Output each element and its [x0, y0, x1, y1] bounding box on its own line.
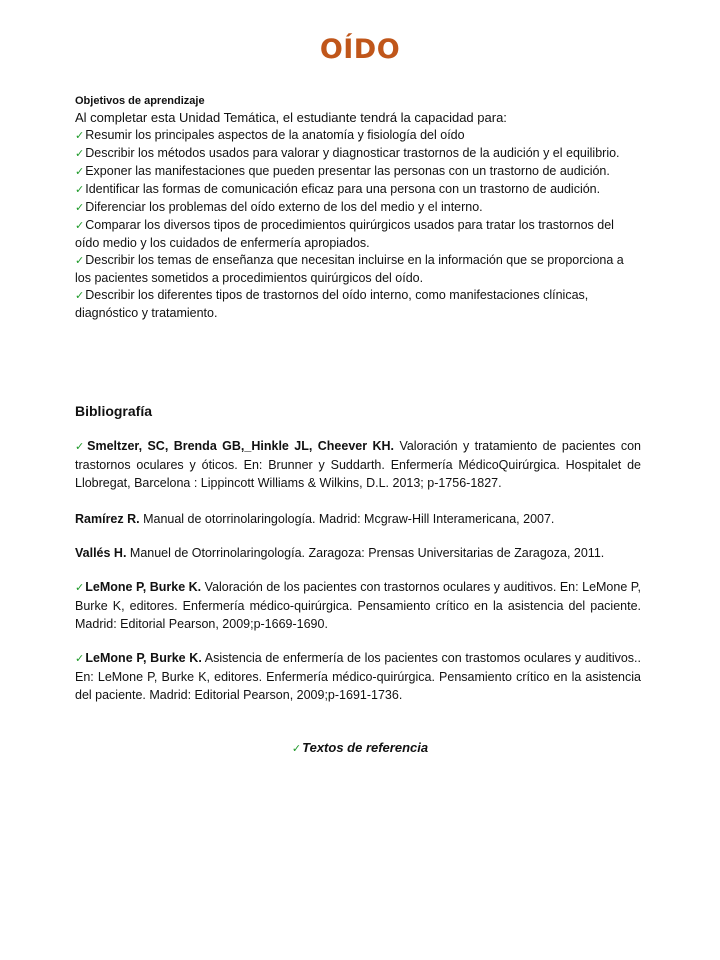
- reference-text: Manuel de Otorrinolaringología. Zaragoza: Prensas Universitarias de Zaragoza, 2011.: [126, 546, 605, 560]
- checkmark-icon: ✓: [291, 743, 302, 755]
- objective-item: ✓Diferenciar los problemas del oído externo de los del medio y el interno.: [75, 200, 483, 214]
- page-title: OÍDO: [319, 34, 401, 65]
- objectives-list: [75, 127, 635, 322]
- bibliography-entry: [75, 649, 641, 704]
- bibliography-entry: [75, 437, 641, 492]
- checkmark-icon: ✓: [75, 582, 85, 594]
- objective-item: ✓Describir los métodos usados para valorar y diagnosticar trastornos de la audición y el equilibrio.: [75, 146, 620, 160]
- reference-text: Manual de otorrinolaringología. Madrid: Mcgraw-Hill Interamericana, 2007.: [139, 512, 555, 526]
- bibliography-entry: [75, 578, 641, 633]
- reference-text: Valoración de los pacientes con trastornos oculares y auditivos. En: LeMone P, Burke K, editores. Enfermería médico-quirúrgica. Pensamiento crítico en la asistencia del paciente. Madrid: Editorial Pearson, 2009;p-1669-1690.: [75, 580, 641, 631]
- checkmark-icon: ✓: [75, 255, 85, 267]
- checkmark-icon: ✓: [75, 202, 85, 214]
- bibliography-heading: Bibliografía: [75, 403, 153, 419]
- reference-author: LeMone P, Burke K.: [85, 651, 202, 665]
- objective-item: ✓Resumir los principales aspectos de la anatomía y fisiología del oído: [75, 128, 465, 142]
- objectives-intro: Al completar esta Unidad Temática, el estudiante tendrá la capacidad para:: [75, 110, 507, 125]
- reference-text: Valoración y tratamiento de pacientes con trastornos oculares y óticos. En: Brunner y Suddarth. Enfermería MédicoQuirúrgica. Hospitalet de Llobregat, Barcelona : Lippincott Williams & Wilkins, D.L. 2013; p-1756-1827.: [75, 439, 641, 490]
- objective-item: ✓Exponer las manifestaciones que pueden presentar las personas con un trastorno de audición.: [75, 164, 610, 178]
- bibliography-entry: [75, 510, 641, 528]
- checkmark-icon: ✓: [75, 130, 85, 142]
- checkmark-icon: ✓: [75, 653, 85, 665]
- reference-author: Ramírez R.: [75, 512, 140, 526]
- reference-author: Smeltzer, SC, Brenda GB,_Hinkle JL, Cheever KH.: [87, 439, 395, 453]
- reference-text: Asistencia de enfermería de los pacientes con trastomos oculares y auditivos.. En: LeMone P, Burke K, editores. Enfermería médico-quirúrgica. Pensamiento crítico en la asistencia del paciente. Madrid: Editorial Pearson, 2009;p-1691-1736.: [75, 651, 642, 702]
- reference-author: Vallés H.: [75, 546, 127, 560]
- objective-item: ✓Identificar las formas de comunicación eficaz para una persona con un trastorno de audición.: [75, 182, 601, 196]
- objective-item: ✓Describir los diferentes tipos de trastornos del oído interno, como manifestaciones clínicas, diagnóstico y tratamiento.: [75, 288, 589, 320]
- objectives-heading: Objetivos de aprendizaje: [75, 95, 205, 107]
- checkmark-icon: ✓: [75, 441, 87, 453]
- reference-texts-label: ✓Textos de referencia: [291, 740, 429, 755]
- checkmark-icon: ✓: [75, 184, 85, 196]
- reference-author: LeMone P, Burke K.: [85, 580, 202, 594]
- bibliography-entry: [75, 544, 641, 562]
- objective-item: ✓Describir los temas de enseñanza que necesitan incluirse en la información que se proporciona a los pacientes sometidos a procedimientos quirúrgicos del oído.: [75, 253, 624, 285]
- checkmark-icon: ✓: [75, 148, 85, 160]
- objective-item: ✓Comparar los diversos tipos de procedimientos quirúrgicos usados para tratar los trastornos del oído medio y los cuidados de enfermería apropiados.: [75, 218, 614, 250]
- checkmark-icon: ✓: [75, 220, 85, 232]
- checkmark-icon: ✓: [75, 290, 85, 302]
- checkmark-icon: ✓: [75, 166, 85, 178]
